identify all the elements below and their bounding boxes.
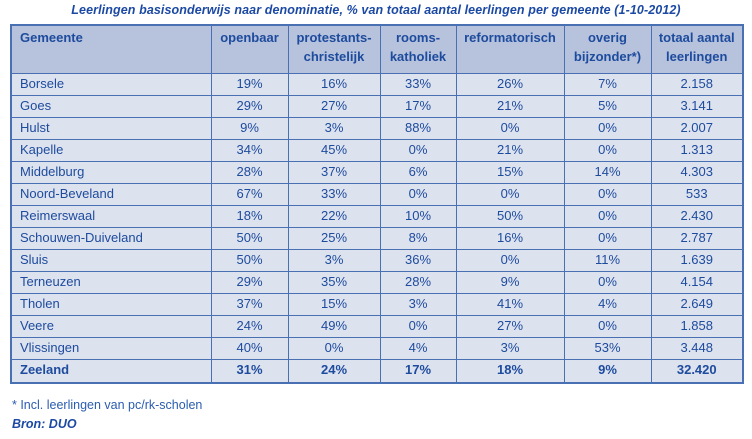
total-row <box>11 359 743 383</box>
cell-totaal: 1.639 <box>651 249 743 271</box>
cell-openbaar: 40% <box>211 337 288 359</box>
cell-gemeente: Sluis <box>11 249 211 271</box>
cell-gemeente: Hulst <box>11 117 211 139</box>
cell-overig-bijzonder: 0% <box>564 139 651 161</box>
col-header-gemeente: Gemeente <box>11 25 211 73</box>
table-title: Leerlingen basisonderwijs naar denominatie, % van totaal aantal leerlingen per gemeente (1-10-2012) <box>71 3 681 17</box>
cell-totaal: 2.007 <box>651 117 743 139</box>
cell-openbaar: 37% <box>211 293 288 315</box>
cell-rooms-katholiek: 0% <box>380 183 456 205</box>
cell-reformatorisch: 21% <box>456 95 564 117</box>
cell-reformatorisch: 41% <box>456 293 564 315</box>
col-header-openbaar: openbaar <box>211 25 288 73</box>
cell-openbaar: 50% <box>211 227 288 249</box>
cell-reformatorisch: 21% <box>456 139 564 161</box>
cell-reformatorisch: 0% <box>456 249 564 271</box>
cell-openbaar: 50% <box>211 249 288 271</box>
cell-rooms-katholiek: 4% <box>380 337 456 359</box>
cell-gemeente-total: Zeeland <box>11 359 211 383</box>
cell-rooms-katholiek: 6% <box>380 161 456 183</box>
cell-overig-bijzonder: 5% <box>564 95 651 117</box>
cell-rooms-katholiek: 36% <box>380 249 456 271</box>
cell-protestants-christelijk: 0% <box>288 337 380 359</box>
cell-openbaar: 9% <box>211 117 288 139</box>
table-row <box>11 205 743 227</box>
cell-reformatorisch-total: 18% <box>456 359 564 383</box>
cell-totaal: 1.313 <box>651 139 743 161</box>
cell-overig-bijzonder: 0% <box>564 205 651 227</box>
cell-rooms-katholiek-total: 17% <box>380 359 456 383</box>
cell-totaal: 2.430 <box>651 205 743 227</box>
cell-overig-bijzonder: 53% <box>564 337 651 359</box>
cell-protestants-christelijk: 49% <box>288 315 380 337</box>
cell-protestants-christelijk-total: 24% <box>288 359 380 383</box>
cell-reformatorisch: 26% <box>456 73 564 95</box>
table-row <box>11 95 743 117</box>
cell-rooms-katholiek: 0% <box>380 315 456 337</box>
cell-reformatorisch: 15% <box>456 161 564 183</box>
table-row <box>11 161 743 183</box>
cell-gemeente: Veere <box>11 315 211 337</box>
col-header-rooms-katholiek: rooms-katholiek <box>380 25 456 73</box>
cell-gemeente: Borsele <box>11 73 211 95</box>
cell-protestants-christelijk: 3% <box>288 249 380 271</box>
cell-rooms-katholiek: 3% <box>380 293 456 315</box>
cell-rooms-katholiek: 33% <box>380 73 456 95</box>
cell-gemeente: Reimerswaal <box>11 205 211 227</box>
cell-overig-bijzonder: 0% <box>564 271 651 293</box>
cell-overig-bijzonder: 0% <box>564 227 651 249</box>
cell-protestants-christelijk: 3% <box>288 117 380 139</box>
cell-rooms-katholiek: 17% <box>380 95 456 117</box>
cell-totaal: 1.858 <box>651 315 743 337</box>
cell-rooms-katholiek: 8% <box>380 227 456 249</box>
cell-openbaar: 24% <box>211 315 288 337</box>
cell-openbaar: 67% <box>211 183 288 205</box>
cell-protestants-christelijk: 37% <box>288 161 380 183</box>
col-header-overig-bijzonder: overig bijzonder*) <box>564 25 651 73</box>
cell-totaal: 4.303 <box>651 161 743 183</box>
cell-totaal: 3.448 <box>651 337 743 359</box>
col-header-protestants-christelijk: protestants-christelijk <box>288 25 380 73</box>
cell-openbaar: 18% <box>211 205 288 227</box>
cell-rooms-katholiek: 28% <box>380 271 456 293</box>
cell-openbaar: 29% <box>211 95 288 117</box>
cell-overig-bijzonder: 7% <box>564 73 651 95</box>
cell-gemeente: Tholen <box>11 293 211 315</box>
cell-overig-bijzonder: 4% <box>564 293 651 315</box>
table-row <box>11 73 743 95</box>
cell-totaal: 533 <box>651 183 743 205</box>
cell-openbaar: 34% <box>211 139 288 161</box>
cell-reformatorisch: 16% <box>456 227 564 249</box>
source-attribution: Bron: DUO <box>12 417 77 431</box>
table-row <box>11 183 743 205</box>
footnote: * Incl. leerlingen van pc/rk-scholen <box>12 398 203 412</box>
header-row <box>11 25 743 73</box>
table-row <box>11 227 743 249</box>
cell-totaal-total: 32.420 <box>651 359 743 383</box>
table-row <box>11 139 743 161</box>
cell-protestants-christelijk: 25% <box>288 227 380 249</box>
cell-totaal: 2.649 <box>651 293 743 315</box>
cell-openbaar: 28% <box>211 161 288 183</box>
cell-protestants-christelijk: 16% <box>288 73 380 95</box>
cell-reformatorisch: 0% <box>456 183 564 205</box>
col-header-reformatorisch: reformatorisch <box>456 25 564 73</box>
table-row <box>11 337 743 359</box>
cell-gemeente: Terneuzen <box>11 271 211 293</box>
cell-gemeente: Kapelle <box>11 139 211 161</box>
cell-reformatorisch: 27% <box>456 315 564 337</box>
cell-protestants-christelijk: 15% <box>288 293 380 315</box>
table-row <box>11 249 743 271</box>
cell-openbaar: 29% <box>211 271 288 293</box>
cell-reformatorisch: 50% <box>456 205 564 227</box>
cell-overig-bijzonder: 0% <box>564 183 651 205</box>
cell-openbaar: 19% <box>211 73 288 95</box>
cell-gemeente: Middelburg <box>11 161 211 183</box>
cell-overig-bijzonder: 0% <box>564 117 651 139</box>
cell-rooms-katholiek: 88% <box>380 117 456 139</box>
cell-totaal: 3.141 <box>651 95 743 117</box>
cell-rooms-katholiek: 10% <box>380 205 456 227</box>
cell-overig-bijzonder-total: 9% <box>564 359 651 383</box>
cell-protestants-christelijk: 33% <box>288 183 380 205</box>
cell-totaal: 4.154 <box>651 271 743 293</box>
cell-openbaar-total: 31% <box>211 359 288 383</box>
table-row <box>11 315 743 337</box>
cell-protestants-christelijk: 35% <box>288 271 380 293</box>
table-row <box>11 293 743 315</box>
cell-totaal: 2.787 <box>651 227 743 249</box>
denomination-table <box>10 24 744 384</box>
cell-overig-bijzonder: 11% <box>564 249 651 271</box>
table-row <box>11 271 743 293</box>
cell-reformatorisch: 9% <box>456 271 564 293</box>
cell-gemeente: Noord-Beveland <box>11 183 211 205</box>
cell-reformatorisch: 3% <box>456 337 564 359</box>
cell-protestants-christelijk: 27% <box>288 95 380 117</box>
cell-gemeente: Schouwen-Duiveland <box>11 227 211 249</box>
cell-totaal: 2.158 <box>651 73 743 95</box>
cell-gemeente: Vlissingen <box>11 337 211 359</box>
cell-rooms-katholiek: 0% <box>380 139 456 161</box>
table-row <box>11 117 743 139</box>
cell-gemeente: Goes <box>11 95 211 117</box>
cell-protestants-christelijk: 45% <box>288 139 380 161</box>
cell-reformatorisch: 0% <box>456 117 564 139</box>
cell-overig-bijzonder: 0% <box>564 315 651 337</box>
cell-overig-bijzonder: 14% <box>564 161 651 183</box>
cell-protestants-christelijk: 22% <box>288 205 380 227</box>
col-header-totaal-aantal-leerlingen: totaal aantal leerlingen <box>651 25 743 73</box>
